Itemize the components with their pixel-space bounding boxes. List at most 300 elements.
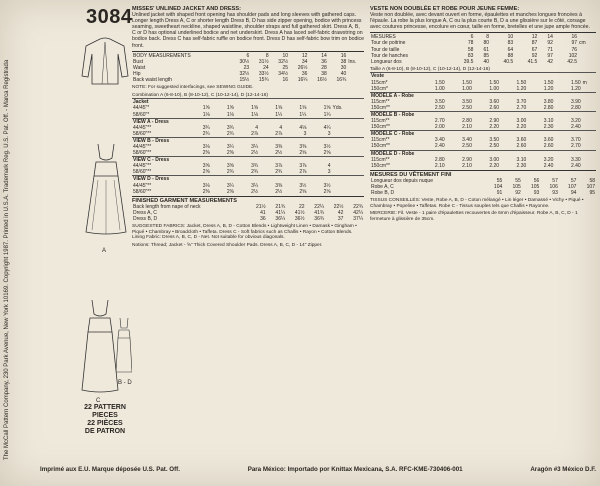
finished-value: 92 <box>515 190 521 197</box>
finished-value: 22½ <box>333 203 344 210</box>
yardage-value: 2⅜ <box>202 150 210 157</box>
yardage-value: 2⅝ <box>323 150 331 157</box>
footer-left: Imprimé aux E.U. Marque déposée U.S. Pat. Off. <box>40 466 180 473</box>
finished-value: 55 <box>515 177 521 184</box>
yardage-value <box>582 143 596 150</box>
yardage-value: 1.00 <box>462 85 472 92</box>
row-label: Longueur dos depuis nuque <box>371 177 433 184</box>
finished-value: 41¼ <box>275 209 286 216</box>
measurement-value: 78 <box>467 40 474 47</box>
jacket-sketch <box>80 36 130 92</box>
measurement-value: 38 <box>340 58 347 65</box>
yardage-value: 2.60 <box>516 143 527 150</box>
measurement-value: 64 <box>507 46 514 53</box>
section-title: MODÈLE A - Robe <box>370 92 596 99</box>
yardage-value: 3¼ <box>226 143 234 150</box>
size-header: 14 <box>321 52 327 59</box>
row-label: Tour de taille <box>371 46 400 53</box>
yardage-value: 3.20 <box>543 156 554 163</box>
yardage-value: 2.20 <box>489 162 500 169</box>
view-label-a: A <box>102 248 107 254</box>
yardage-value: 1¼ <box>275 111 283 118</box>
yardage-value: 3.60 <box>543 137 554 144</box>
size-header: 16 <box>571 34 578 41</box>
pattern-number: 3084 <box>86 6 133 28</box>
side-copyright <box>4 40 18 460</box>
yardage-value <box>332 112 364 119</box>
fabric-width: 58/60"** <box>133 130 152 137</box>
yardage-value: 4 <box>327 163 331 170</box>
yardage-value: 2¾ <box>226 169 234 176</box>
yardage-value: 3.80 <box>543 98 554 105</box>
unit-label <box>578 59 596 65</box>
english-title: MISSES' UNLINED JACKET AND DRESS: <box>132 6 241 12</box>
fabric-width: 115cm** <box>371 137 390 144</box>
yardage-value: 1.50 <box>489 79 500 86</box>
yardage-value: 3⅞ <box>275 163 283 170</box>
yardage-value: 2½ <box>251 150 259 157</box>
footer <box>40 466 596 473</box>
measurement-value: 42.5 <box>567 58 578 65</box>
yardage-value: 3⅝ <box>202 163 210 170</box>
yardage-value: 3½ <box>323 182 331 189</box>
yardage-value: 2.80 <box>570 104 581 111</box>
measurement-value: 40.5 <box>503 58 514 65</box>
section-row <box>132 99 364 106</box>
yardage-value: 4⅛ <box>299 124 307 131</box>
yardage-value: 1¼ <box>299 111 307 118</box>
yardage-value <box>332 150 364 157</box>
yardage-value: 1⅝ <box>202 105 210 112</box>
yardage-value: 1¼ <box>323 111 331 118</box>
yardage-value: 1⅝ <box>275 105 283 112</box>
finished-value: 107 <box>568 184 577 191</box>
measurement-value: 16½ <box>317 77 327 84</box>
finished-value: 91 <box>496 190 503 197</box>
yardage-value: 3.40 <box>462 137 472 144</box>
fabric-width: 150cm** <box>371 162 390 169</box>
yardage-value: 2¾ <box>226 130 234 137</box>
measurement-value: 32½ <box>239 70 250 77</box>
unit-label <box>347 77 364 83</box>
yardage-value: 2½ <box>275 188 283 195</box>
unit-label: Ins. <box>348 58 357 65</box>
yardage-value: 3.60 <box>516 137 527 144</box>
yardage-value: 3.90 <box>570 98 581 105</box>
yardage-value: 1.50 <box>543 79 554 86</box>
measurement-value: 40 <box>483 58 490 65</box>
row-label: Back length from nape of neck <box>133 203 201 210</box>
yardage-value: 1.00 <box>434 85 445 92</box>
fabric-width: 115cm** <box>371 98 390 105</box>
view-label-c: C <box>96 398 101 404</box>
yardage-value: 3.30 <box>570 156 581 163</box>
measurement-value: 16 <box>282 77 289 84</box>
row-label: Robe A, C <box>371 184 394 191</box>
finished-value: 22 <box>299 203 305 210</box>
measurement-value: 40 <box>340 70 347 77</box>
yardage-value: 1.50 <box>434 79 445 86</box>
yardage-value <box>582 105 596 112</box>
table-header: MESURES <box>371 34 396 41</box>
measurement-value: 34½ <box>278 70 289 77</box>
finished-value: 36¼ <box>275 216 286 222</box>
copyright-text: The McCall Pattern Company, 230 Park Avenue, New York 10169. Copyright 1987. Printed in U.S.A. Trademark Reg. U.S. Pat. Off. - Marca Registrada <box>4 59 10 460</box>
yardage-value: 3½ <box>323 143 331 150</box>
measurement-value: 34 <box>301 58 308 65</box>
mesures-fini-header: MESURES DU VÊTEMENT FINI <box>370 171 452 178</box>
yardage-value: 3¾ <box>226 124 234 131</box>
yardage-value: 3.20 <box>570 118 581 125</box>
yardage-value: 2.90 <box>462 156 472 163</box>
measurement-value: 83 <box>467 52 474 59</box>
yardage-value: 2⅜ <box>226 188 234 195</box>
yardage-value: 3.10 <box>516 156 527 163</box>
finished-value: 37¼ <box>353 216 363 222</box>
yardage-value: 3.60 <box>489 98 500 105</box>
measurement-value: 15½ <box>239 77 250 84</box>
yardage-value: 2.60 <box>489 104 500 111</box>
measurement-value: 92 <box>531 52 538 59</box>
section-row <box>370 112 596 119</box>
yardage-value: 2.50 <box>462 104 472 111</box>
yardage-value: 3⅛ <box>202 182 210 189</box>
yardage-value: 2¾ <box>202 130 210 137</box>
yardage-value: 3¾ <box>202 124 210 131</box>
row-label: Dress B, D <box>133 216 158 222</box>
finished-value: 42¼ <box>353 209 363 216</box>
measurement-value: 36 <box>301 70 308 77</box>
mesures-table <box>370 34 596 64</box>
yardage-row <box>370 143 596 150</box>
finished-value: 41¾ <box>314 209 325 216</box>
finished-value: 42 <box>337 209 344 216</box>
measurement-value: 38 <box>321 70 327 77</box>
yardage-table <box>132 98 364 194</box>
fabric-width: 150cm* <box>371 85 388 92</box>
yardage-value <box>582 124 596 131</box>
pieces-text: 22 PATTERN PIECES 22 PIÈCES DE PATRON <box>84 404 126 435</box>
yardage-value: 2.80 <box>543 104 554 111</box>
yardage-value: 1.20 <box>570 85 581 92</box>
measurement-value: 31½ <box>258 58 269 65</box>
yardage-value: 3¼ <box>251 182 259 189</box>
finished-value: 57 <box>570 177 577 184</box>
finished-header: FINISHED GARMENT MEASUREMENTS <box>132 197 238 204</box>
finished-value: 106 <box>549 184 558 191</box>
yardage-value: 1⅝ <box>251 105 259 112</box>
measurement-value: 85 <box>483 52 490 59</box>
measurement-value: 33½ <box>258 70 269 77</box>
finished-value: 104 <box>493 184 503 191</box>
yardage-value: m <box>582 79 587 86</box>
measurement-value: 67 <box>531 46 538 53</box>
yardage-value: 3⅞ <box>299 163 307 170</box>
row-label: Robe B, D <box>371 190 395 197</box>
finished-value: 36½ <box>294 216 305 222</box>
measurement-value: 71 <box>547 46 553 53</box>
yardage-row <box>370 105 596 112</box>
tissus-conseilles: TISSUS CONSEILLÉS: Veste, Robe A, B, D - Coton mélangé • Lin léger • Damassé • Vichy • Piqué • Chambray • Popeline • Taffetas. Robe C - Tissus souples tels que Challis • Rayonne. <box>370 198 584 209</box>
finished-value: 58 <box>589 177 595 184</box>
finished-table <box>132 204 364 222</box>
yardage-value: 2½ <box>275 150 283 157</box>
fabric-width: 150cm** <box>371 104 390 111</box>
finished-value: 55 <box>496 177 503 184</box>
fabric-width: 58/60"** <box>133 169 152 176</box>
taille-combination: Taille A (6-8-10), B (8-10-12), C (10-12-14), D (12-14-16) <box>370 66 490 72</box>
measurement-value: 83 <box>507 40 514 47</box>
measurement-value: 26½ <box>297 64 308 71</box>
yardage-value: 3⅜ <box>275 182 283 189</box>
yardage-value: 2.40 <box>434 143 445 150</box>
section-title: VIEW C - Dress <box>132 157 364 164</box>
yardage-value: 1⅝ <box>299 105 307 112</box>
yardage-value: 2.30 <box>543 124 554 131</box>
yardage-value: 1.00 <box>489 85 500 92</box>
yardage-value: 2⅝ <box>299 150 307 157</box>
english-description: Unlined jacket with shaped front opening has shoulder pads and long sleeves with gathered caps. Longer length Dress A, C or shorter length Dress B, D has side zipper opening, bodice with princess seaming, sweetheart neckline, shaped waistline, shoulder straps and full gathered skirt. Dress A, B, C or D has optional underlined bodice and net underskirt. Dress A has laced self-fabric drawstring on bodice back. Dress C has self-fabric ruffle on bodice front. Dress D has self-fabric bow trim on bodice front. <box>132 12 365 49</box>
yardage-value: 4¼ <box>323 124 331 131</box>
mercerie: MERCERIE: Fil. Veste - 1 paire d'épaulettes recouvertes de 6mm d'épaisseur. Robe A, B, C, D - 1 fermeture à glissière de 35cm. <box>370 211 578 222</box>
yardage-value: 3.40 <box>434 137 445 144</box>
measurement-value: 16¾ <box>336 77 347 84</box>
yardage-value: 3 <box>327 130 331 137</box>
yardage-row <box>132 131 364 138</box>
french-description: Veste non doublée, avec devant ouvert en forme, épaulettes et manches longues froncées à l'épaule. La robe la plus longue A, C ou la plus courte B, D a une glissière sur le côté, corsage avec coutures princesse, encolure en cœur, taille en forme, bretelles et une jupe ample froncée. <box>370 12 591 31</box>
yardage-row <box>132 150 364 157</box>
metrage-table <box>370 72 596 168</box>
yardage-value: 2⅞ <box>275 130 283 137</box>
measurement-value: 42 <box>547 58 553 65</box>
finished-row <box>370 190 596 196</box>
finished-value: 21¾ <box>275 203 286 210</box>
section-row <box>370 92 596 99</box>
measurement-value: 58 <box>467 46 474 53</box>
fabric-width: 44/45"** <box>133 124 152 131</box>
section-row <box>132 137 364 144</box>
finished-row <box>132 216 364 222</box>
yardage-value: 4 <box>279 124 283 131</box>
row-label: Bust <box>133 58 144 65</box>
size-header: 12 <box>531 34 538 41</box>
yardage-row <box>132 169 364 176</box>
yardage-value <box>332 169 364 176</box>
mesures-fini-table <box>370 178 596 196</box>
yardage-row <box>132 112 364 119</box>
yardage-value: 3.70 <box>516 98 527 105</box>
yardage-value: 2.70 <box>516 104 527 111</box>
section-title: MODÈLE C - Robe <box>370 131 596 138</box>
yardage-value: 2.40 <box>543 162 554 169</box>
yardage-value: 3.50 <box>462 98 472 105</box>
measurement-value: 23 <box>243 64 250 71</box>
notions: Notions: Thread; Jacket - ⅝" Thick Covered Shoulder Pads. Dress A, B, C, D - 14" Zipper. <box>132 242 323 248</box>
measurement-value: 76 <box>571 46 578 53</box>
measurement-value: 16¼ <box>297 77 308 84</box>
finished-value: 105 <box>512 184 521 191</box>
row-label: Longueur dos <box>371 58 402 65</box>
section-title: Veste <box>370 73 596 80</box>
measurement-value: 97 <box>571 40 578 47</box>
yardage-value: 3.10 <box>543 118 554 125</box>
yardage-value: 3¾ <box>251 163 259 170</box>
measurement-value: 36 <box>321 58 327 65</box>
measurement-value: 80 <box>483 40 490 47</box>
yardage-row <box>132 189 364 195</box>
measurement-value: 32½ <box>278 58 289 65</box>
yardage-value: 3.70 <box>570 137 581 144</box>
size-header: 6 <box>470 34 474 41</box>
measurement-value: 28 <box>321 64 327 71</box>
yardage-value: 1⅛ <box>251 111 259 118</box>
fabric-width: 44/45"** <box>133 163 152 170</box>
section-title: MODÈLE B - Robe <box>370 112 596 119</box>
yardage-value: 3.00 <box>516 118 527 125</box>
view-label-bd: B - D <box>118 380 132 386</box>
measurement-value: 92 <box>547 40 553 47</box>
measurement-value: 88 <box>507 52 514 59</box>
yardage-row <box>370 86 596 93</box>
yardage-value: 2⅞ <box>299 169 307 176</box>
finished-value: 57 <box>552 177 558 184</box>
finished-value: 105 <box>530 184 540 191</box>
finished-value: 36 <box>260 216 266 222</box>
interfacing-note: NOTE: For suggested interfacings, see SEWING GUIDE. <box>132 85 254 91</box>
fabric-width: 150cm** <box>371 124 390 131</box>
yardage-value: 3¼ <box>226 182 234 189</box>
measurement-value: 41.5 <box>527 58 538 65</box>
yardage-value: 1.20 <box>543 85 554 92</box>
yardage-value: 3½ <box>299 182 307 189</box>
fabric-width: 44/45"* <box>133 105 150 112</box>
fabric-width: 115cm** <box>371 156 390 163</box>
section-row <box>370 150 596 157</box>
yardage-value: 2.20 <box>516 124 527 131</box>
footer-right: Aragón #3 México D.F. <box>530 466 596 473</box>
yardage-value: 2⅝ <box>299 188 307 195</box>
table-header: BODY MEASUREMENTS <box>133 52 191 59</box>
finished-value: 21½ <box>255 203 266 210</box>
yardage-row <box>370 124 596 131</box>
finished-value: 107 <box>586 184 595 191</box>
row-label: Tour de poitrine <box>371 40 406 47</box>
section-row <box>132 176 364 183</box>
unit-label: cm <box>579 40 586 47</box>
finished-value: 41 <box>260 209 266 216</box>
size-header: 10 <box>282 52 289 59</box>
finished-value: 22¼ <box>314 203 325 210</box>
yardage-value: 3 <box>303 130 307 137</box>
size-header: 12 <box>301 52 308 59</box>
yardage-value: 2.70 <box>570 143 581 150</box>
fabric-width: 44/45"** <box>133 182 152 189</box>
yardage-value: 1⅛ <box>202 111 210 118</box>
dress-a-sketch <box>84 140 128 236</box>
yardage-value: 3¼ <box>251 143 259 150</box>
yardage-value: 4 <box>255 124 259 131</box>
yardage-value: 2.00 <box>434 124 445 131</box>
size-header: 16 <box>340 52 347 59</box>
measurement-value: 102 <box>568 52 578 59</box>
yardage-value: 3⅜ <box>275 143 283 150</box>
section-row <box>132 157 364 164</box>
row-label: Back waist length <box>133 77 172 84</box>
section-title: Jacket <box>132 99 364 106</box>
measurement-value: 39.5 <box>463 58 474 65</box>
yardage-value: 1⅝ <box>323 105 331 112</box>
finished-value: 36¾ <box>314 216 325 222</box>
measurement-value: 30½ <box>239 58 250 65</box>
row-label: Tour de hanches <box>371 52 408 59</box>
yardage-value: 2.40 <box>570 124 581 131</box>
yardage-value: 1⅝ <box>226 105 234 112</box>
yardage-value: 3.00 <box>489 156 500 163</box>
yardage-value: 2.70 <box>434 118 445 125</box>
yardage-value: 1.50 <box>570 79 581 86</box>
measurement-value: 97 <box>547 52 553 59</box>
fabric-width: 115cm** <box>371 118 390 125</box>
yardage-value: 3⅜ <box>299 143 307 150</box>
measurement-value: 24 <box>263 64 269 71</box>
body-measurements-table <box>132 53 364 83</box>
yardage-value: 2⅝ <box>323 188 331 195</box>
section-title: VIEW B - Dress <box>132 137 364 144</box>
fabric-width: 150cm** <box>371 143 390 150</box>
size-combination: Combination A (6-8-10), B (8-10-12), C (10-12-14), D (12-14-16) <box>132 92 268 98</box>
fabric-width: 115cm* <box>371 79 388 86</box>
section-row <box>370 131 596 138</box>
yardage-value: 2⅝ <box>202 169 210 176</box>
english-column <box>132 6 364 248</box>
yardage-value: 1.50 <box>516 79 527 86</box>
yardage-value: 2.10 <box>434 162 445 169</box>
yardage-value: 3.50 <box>434 98 445 105</box>
suggested-fabrics: SUGGESTED FABRICS: Jacket, Dress A, B, D - Cotton Blends • Lightweight Linen • Damask • Gingham • Piqué • Chambray • Broadcloth • Taffeta. Dress C - Soft fabrics such as Challis • Rayon • Cotton Blends. Lining Fabric: Dress A, B, C, D - Net. Not suitable for obvious diagonals. <box>132 224 357 241</box>
size-header: 10 <box>507 34 514 41</box>
french-column <box>370 6 596 223</box>
yardage-value: 3 <box>327 169 331 176</box>
yardage-value <box>582 86 596 93</box>
yardage-value: 2.50 <box>489 143 500 150</box>
yardage-value: 2.50 <box>462 143 472 150</box>
yardage-value: 2⅜ <box>202 188 210 195</box>
finished-value: 41½ <box>294 209 305 216</box>
yardage-value: 2⅜ <box>226 150 234 157</box>
yardage-value: 1⅛ <box>226 111 234 118</box>
measurement-value: 87 <box>531 40 538 47</box>
yardage-row <box>370 163 596 169</box>
row-label: Waist <box>133 64 146 71</box>
fabric-width: 44/45"** <box>133 143 152 150</box>
finished-value: 93 <box>533 190 540 197</box>
yardage-value: 2.10 <box>462 124 472 131</box>
finished-value: 56 <box>533 177 540 184</box>
row-label: Dress A, C <box>133 209 157 216</box>
yardage-value: 1.50 <box>462 79 472 86</box>
fabric-width: 58/60"* <box>133 111 150 118</box>
measurement-value: 25 <box>282 64 289 71</box>
measurement-value: 15¾ <box>258 77 269 84</box>
pattern-pieces-count <box>82 404 128 436</box>
yardage-value: 2½ <box>251 188 259 195</box>
section-row <box>132 118 364 125</box>
fabric-width: 58/60"** <box>133 188 152 195</box>
section-row <box>370 73 596 80</box>
yardage-value: 2.80 <box>434 156 445 163</box>
yardage-value: 2⅞ <box>251 130 259 137</box>
yardage-value: 2.90 <box>489 118 500 125</box>
